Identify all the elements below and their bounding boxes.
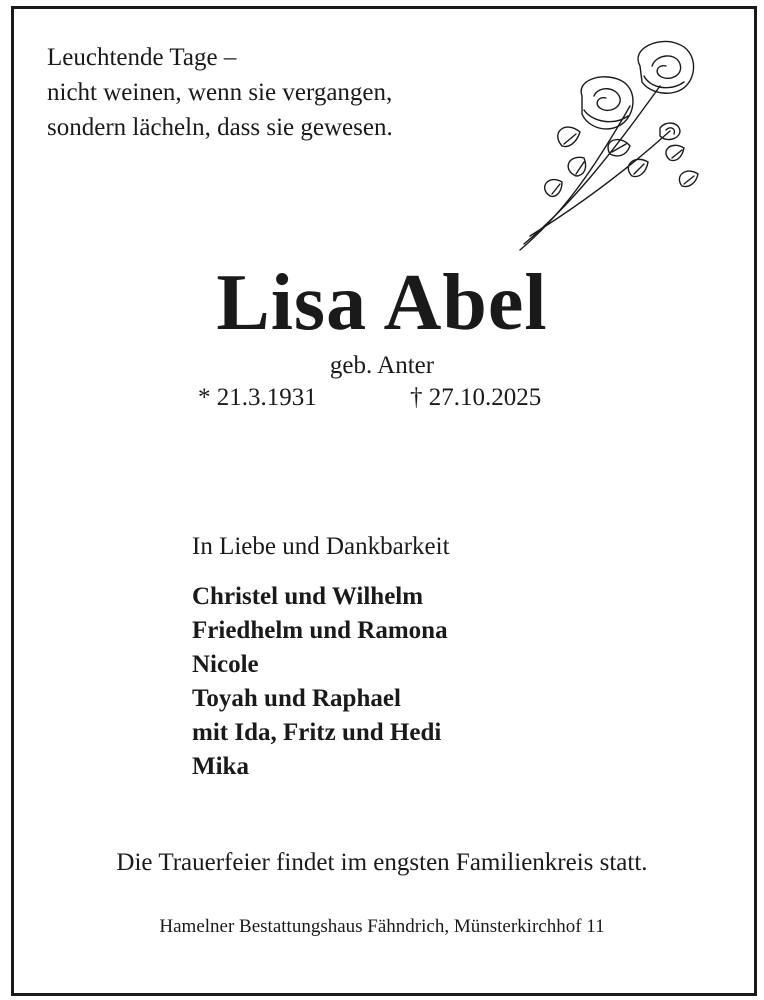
birth-name: geb. Anter xyxy=(329,352,435,379)
undertaker-info: Hamelner Bestattungshaus Fähndrich, Münsterkirchhof 11 xyxy=(159,916,605,937)
rose-icon xyxy=(510,36,710,256)
poem-line: sondern lächeln, dass sie gewesen. xyxy=(47,114,393,141)
deceased-name: Lisa Abel xyxy=(216,259,548,347)
mourner-line: Toyah und Raphael xyxy=(192,685,401,712)
poem-line: Leuchtende Tage – xyxy=(47,44,237,71)
mourner-line: Friedhelm und Ramona xyxy=(192,617,448,644)
mourners-list xyxy=(192,580,448,784)
dedication: In Liebe und Dankbarkeit xyxy=(192,533,450,560)
mourner-line: Nicole xyxy=(192,651,259,678)
birth-date: * 21.3.1931 xyxy=(198,384,317,411)
poem-line: nicht weinen, wenn sie vergangen, xyxy=(47,79,393,106)
mourner-line: Christel und Wilhelm xyxy=(192,583,424,610)
death-date: † 27.10.2025 xyxy=(410,384,542,411)
ceremony-note: Die Trauerfeier findet im engsten Familienkreis statt. xyxy=(116,849,648,876)
mourner-line: mit Ida, Fritz und Hedi xyxy=(192,719,442,746)
poem xyxy=(47,40,393,145)
mourner-line: Mika xyxy=(192,753,249,780)
